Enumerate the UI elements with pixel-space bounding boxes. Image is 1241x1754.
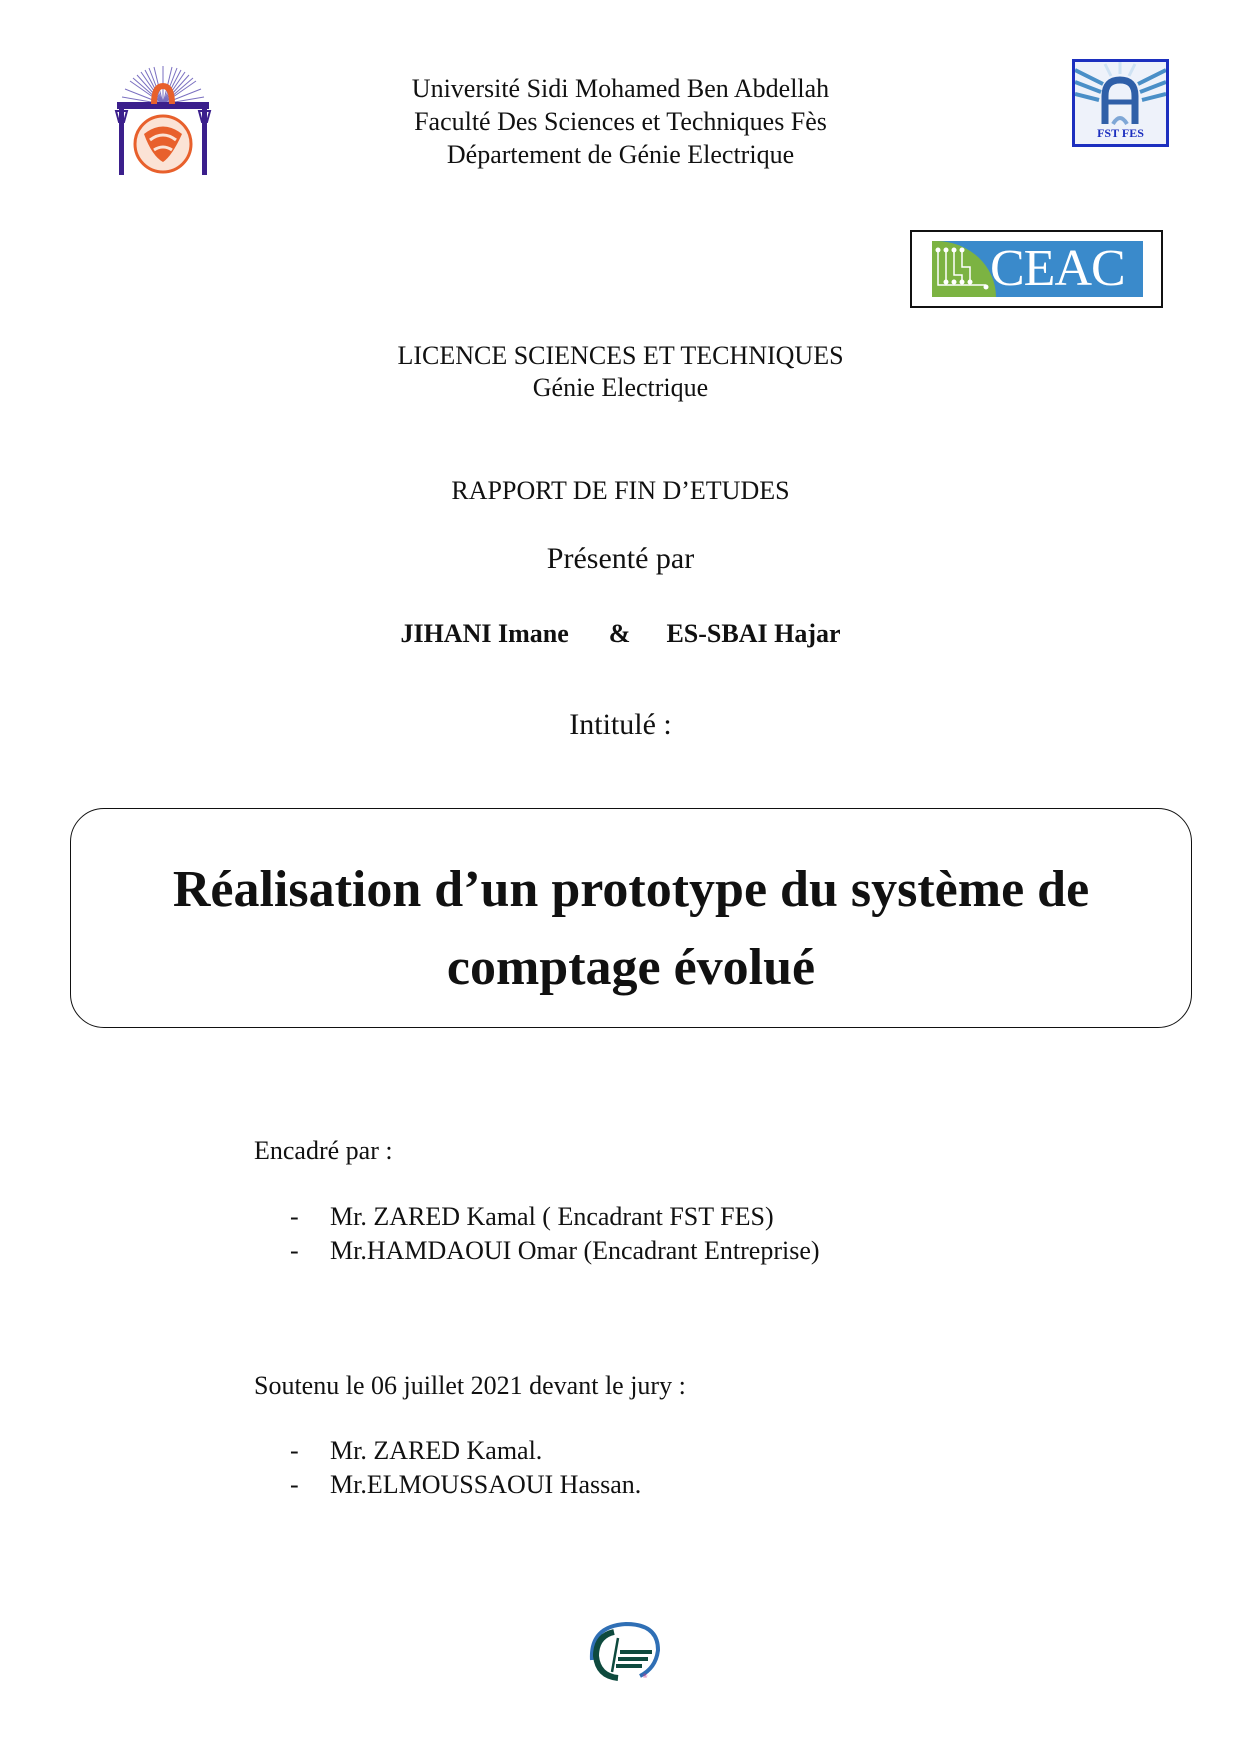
list-bullet: - [290, 1236, 299, 1265]
company-logo [584, 1620, 664, 1682]
supervisor-name: Mr. ZARED Kamal ( Encadrant FST FES) [330, 1202, 774, 1231]
author-separator: & [608, 619, 631, 648]
ceac-label: CEAC [990, 241, 1125, 297]
jury-member: Mr.ELMOUSSAOUI Hassan. [330, 1470, 642, 1499]
jury-member: Mr. ZARED Kamal. [330, 1436, 543, 1465]
report-type: RAPPORT DE FIN D’ETUDES [451, 476, 790, 505]
list-bullet: - [290, 1436, 299, 1465]
degree-program: LICENCE SCIENCES ET TECHNIQUES [397, 341, 844, 370]
report-title [71, 851, 1191, 1007]
ceac-logo-frame [910, 230, 1163, 308]
fst-fes-caption: FST FES [1097, 126, 1144, 140]
report-title-line-1: Réalisation d’un prototype du système de [172, 861, 1090, 918]
circuit-board-icon [932, 241, 996, 297]
fst-fes-logo [1072, 59, 1169, 147]
department-name: Département de Génie Electrique [446, 140, 795, 169]
supervisors-label: Encadré par : [254, 1136, 393, 1165]
defense-label: Soutenu le 06 juillet 2021 devant le jury : [254, 1371, 686, 1400]
supervisor-name: Mr.HAMDAOUI Omar (Encadrant Entreprise) [330, 1236, 820, 1265]
list-bullet: - [290, 1470, 299, 1499]
author-2: ES-SBAI Hajar [666, 619, 841, 648]
report-title-line-2: comptage évolué [446, 939, 816, 996]
list-bullet: - [290, 1202, 299, 1231]
faculty-name: Faculté Des Sciences et Techniques Fès [414, 107, 827, 136]
field-of-study: Génie Electrique [532, 373, 709, 402]
authors [0, 618, 1241, 650]
author-1: JIHANI Imane [400, 619, 569, 648]
ceac-logo [932, 241, 1143, 297]
svg-text:®: ® [642, 1673, 648, 1680]
university-name: Université Sidi Mohamed Ben Abdellah [411, 74, 830, 103]
title-label: Intitulé : [569, 708, 672, 741]
report-title-box [70, 808, 1192, 1028]
company-emblem-icon [584, 1620, 664, 1682]
presented-by-label: Présenté par [546, 542, 695, 575]
